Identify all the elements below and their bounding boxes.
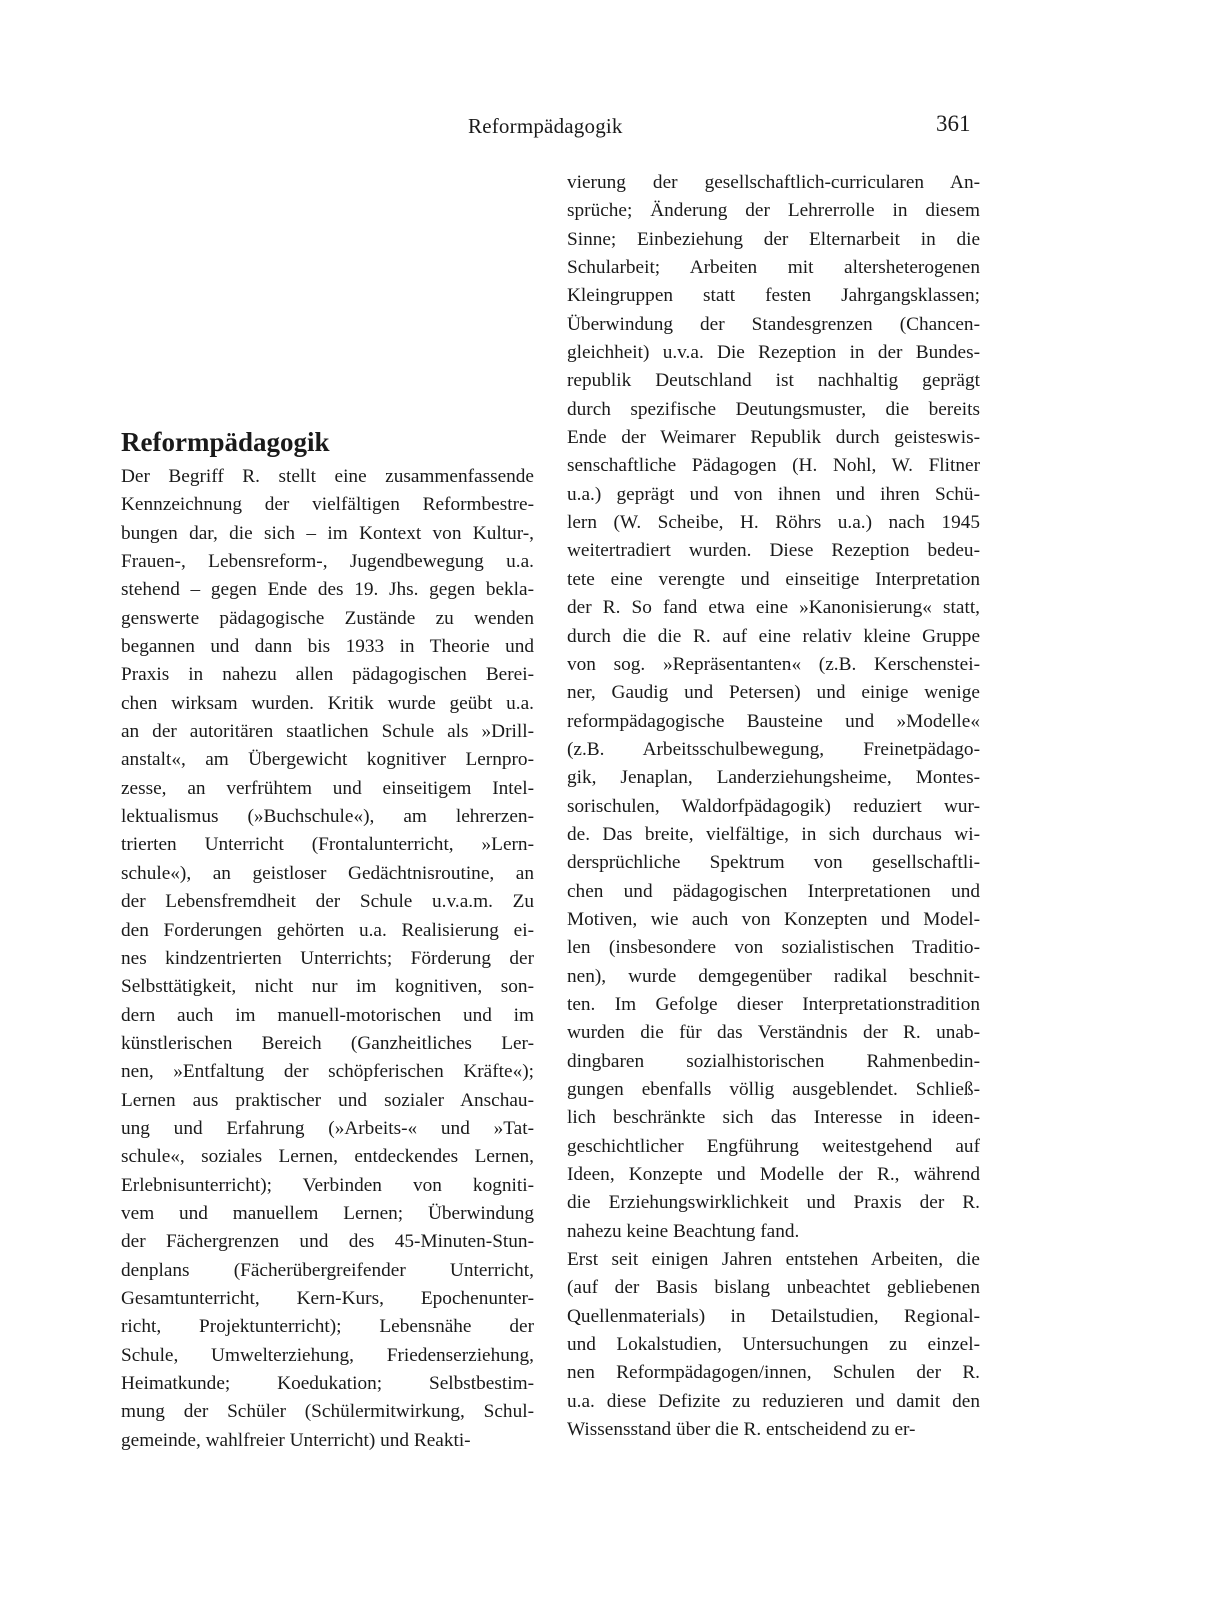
text-line: stehend – gegen Ende des 19. Jhs. gegen bekla- [121,579,534,601]
text-line: schule«, soziales Lernen, entdeckendes Lernen, [121,1146,534,1168]
text-line: Heimatkunde; Koedukation; Selbstbestim- [121,1373,534,1394]
text-line: die Erziehungswirklichkeit und Praxis der R. [567,1192,980,1214]
text-line: gik, Jenaplan, Landerziehungsheime, Montes- [567,767,980,789]
text-line: genswerte pädagogische Zustände zu wenden [121,607,534,629]
text-line: lich beschränkte sich das Interesse in ideen- [567,1107,980,1129]
text-line: Sinne; Einbeziehung der Elternarbeit in die [567,228,980,250]
text-line: senschaftliche Pädagogen (H. Nohl, W. Flitner [567,455,980,477]
text-line: nes kindzentrierten Unterrichts; Förderung der [121,947,534,969]
text-line: der Lebensfremdheit der Schule u.v.a.m. Zu [121,891,534,913]
text-line: Ideen, Konzepte und Modelle der R., während [567,1164,980,1186]
text-line: nahezu keine Beachtung fand. [567,1220,800,1242]
text-line: dern auch im manuell-motorischen und im [121,1004,534,1026]
left-column [121,463,534,1455]
entry-title: Reformpädagogik [121,427,330,457]
text-line: denplans (Fächerübergreifender Unterricht, [121,1259,534,1281]
text-line: wurden die für das Verständnis der R. unab- [567,1022,980,1044]
text-line: und Lokalstudien, Untersuchungen zu einzel- [567,1334,980,1356]
text-line: Erlebnisunterricht); Verbinden von kogniti- [121,1174,534,1196]
text-line: trierten Unterricht (Frontalunterricht, »Lern- [121,834,534,856]
text-line: künstlerischen Bereich (Ganzheitliches Ler- [121,1032,534,1054]
text-line: gemeinde, wahlfreier Unterricht) und Reakti- [121,1429,471,1451]
text-line: tete eine verengte und einseitige Interpretation [567,568,980,590]
text-line: der R. So fand etwa eine »Kanonisierung« statt, [567,597,980,619]
text-line: nen Reformpädagogen/innen, Schulen der R. [567,1362,980,1384]
text-line: mung der Schüler (Schülermitwirkung, Schul- [121,1401,534,1423]
text-line: Lernen aus praktischer und sozialer Anschau- [121,1089,534,1111]
text-line: Ende der Weimarer Republik durch geisteswis- [567,427,980,449]
text-line: von sog. »Repräsentanten« (z.B. Kerschenstei- [567,653,980,675]
text-line: sorischulen, Waldorfpädagogik) reduziert wur- [567,795,980,817]
text-line: geschichtlicher Engführung weitestgehend auf [567,1135,980,1157]
text-line: republik Deutschland ist nachhaltig geprägt [567,370,980,392]
text-line: Quellenmaterials) in Detailstudien, Regional- [567,1305,980,1327]
text-line: begannen und dann bis 1933 in Theorie und [121,636,534,658]
text-line: ner, Gaudig und Petersen) und einige wenige [567,682,980,704]
text-line: bungen dar, die sich – im Kontext von Kultur-, [121,522,534,544]
text-line: dingbaren sozialhistorischen Rahmenbedin- [567,1050,980,1072]
text-line: u.a.) geprägt und von ihnen und ihren Schü- [567,483,980,505]
text-line: weitertradiert wurden. Diese Rezeption bedeu- [567,540,980,562]
text-line: (z.B. Arbeitsschulbewegung, Freinetpädago- [567,738,980,760]
text-line: dersprüchliche Spektrum von gesellschaftli- [567,852,980,874]
text-line: chen wirksam wurden. Kritik wurde geübt u.a. [121,692,534,714]
text-line: lern (W. Scheibe, H. Röhrs u.a.) nach 1945 [567,512,980,534]
text-line: reformpädagogische Bausteine und »Modelle« [567,710,980,732]
text-line: Gesamtunterricht, Kern-Kurs, Epochenunter- [121,1287,534,1309]
right-column [567,169,980,1444]
text-line: der Fächergrenzen und des 45-Minuten-Stun- [121,1231,534,1253]
text-line: schule«), an geistloser Gedächtnisroutine, an [121,862,534,884]
text-line: lektualismus (»Buchschule«), am lehrerzen- [121,806,534,828]
text-line: gleichheit) u.v.a. Die Rezeption in der Bundes- [567,342,980,364]
text-line: de. Das breite, vielfältige, in sich durchaus wi- [567,823,980,845]
text-line: Motiven, wie auch von Konzepten und Model- [567,908,980,930]
text-line: Überwindung der Standesgrenzen (Chancen- [567,313,980,335]
text-line: Selbsttätigkeit, nicht nur im kognitiven, son- [121,976,534,998]
text-line: vem und manuellem Lernen; Überwindung [121,1202,534,1224]
text-line: Schule, Umwelterziehung, Friedenserziehung, [121,1344,534,1366]
text-line: an der autoritären staatlichen Schule als »Drill- [121,721,534,743]
text-line: len (insbesondere von sozialistischen Traditio- [567,937,980,959]
text-line: Kennzeichnung der vielfältigen Reformbestre- [121,494,534,516]
text-line: chen und pädagogischen Interpretationen und [567,880,980,902]
text-line: gungen ebenfalls völlig ausgeblendet. Schließ- [567,1079,980,1100]
text-line: u.a. diese Defizite zu reduzieren und damit den [567,1390,980,1412]
page-number: 361 [936,111,971,136]
text-line: Kleingruppen statt festen Jahrgangsklassen; [567,285,980,307]
text-line: Wissensstand über die R. entscheidend zu er- [567,1419,916,1441]
text-line: zesse, an verfrühtem und einseitigem Intel- [121,777,534,799]
running-head: Reformpädagogik [468,114,623,138]
text-line: (auf der Basis bislang unbeachtet gebliebenen [567,1277,980,1299]
text-line: Praxis in nahezu allen pädagogischen Berei- [121,664,534,686]
text-line: ung und Erfahrung (»Arbeits-« und »Tat- [121,1117,534,1139]
text-line: Der Begriff R. stellt eine zusammenfassende [121,466,534,487]
text-line: Erst seit einigen Jahren entstehen Arbeiten, die [567,1249,980,1271]
text-line: Schularbeit; Arbeiten mit altersheterogenen [567,257,980,279]
text-line: ten. Im Gefolge dieser Interpretationstradition [567,993,980,1015]
text-line: durch die die R. auf eine relativ kleine Gruppe [567,625,980,647]
text-line: nen, »Entfaltung der schöpferischen Kräfte«); [121,1061,534,1083]
text-line: richt, Projektunterricht); Lebensnähe der [121,1316,534,1338]
text-line: nen), wurde demgegenüber radikal beschnit- [567,965,980,987]
text-line: anstalt«, am Übergewicht kognitiver Lernpro- [121,749,534,771]
text-line: den Forderungen gehörten u.a. Realisierung ei- [121,919,534,941]
text-line: Frauen-, Lebensreform-, Jugendbewegung u.a. [121,551,534,573]
text-line: vierung der gesellschaftlich-curricularen An- [567,172,980,193]
text-line: sprüche; Änderung der Lehrerrolle in diesem [567,200,980,222]
text-line: durch spezifische Deutungsmuster, die bereits [567,398,980,420]
